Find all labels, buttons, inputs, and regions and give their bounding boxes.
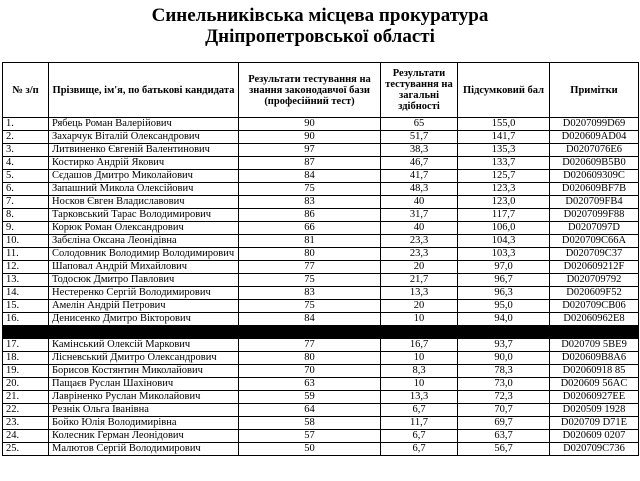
cell-total-score: 96,3 bbox=[458, 287, 550, 300]
cell-law-score: 83 bbox=[239, 196, 381, 209]
cell-note: D020609B8A6 bbox=[550, 352, 639, 365]
cell-general-score: 6,7 bbox=[381, 443, 458, 456]
cell-law-score: 59 bbox=[239, 391, 381, 404]
table-body bbox=[3, 118, 639, 456]
cell-name: Шаповал Андрій Михайлович bbox=[49, 261, 239, 274]
cell-general-score: 23,3 bbox=[381, 235, 458, 248]
cell-general-score: 16,7 bbox=[381, 339, 458, 352]
table-row bbox=[3, 378, 639, 391]
cell-total-score: 73,0 bbox=[458, 378, 550, 391]
column-header-notes: Примітки bbox=[550, 63, 639, 118]
cell-name: Борисов Костянтин Миколайович bbox=[49, 365, 239, 378]
table-row bbox=[3, 417, 639, 430]
cell-total-score: 141,7 bbox=[458, 131, 550, 144]
table-row bbox=[3, 144, 639, 157]
cell-total-score: 135,3 bbox=[458, 144, 550, 157]
column-header-name: Прізвище, ім'я, по батькові кандидата bbox=[49, 63, 239, 118]
cell-general-score: 6,7 bbox=[381, 404, 458, 417]
cell-law-score: 80 bbox=[239, 248, 381, 261]
cell-number: 10. bbox=[3, 235, 49, 248]
cell-note: D020609 0207 bbox=[550, 430, 639, 443]
cell-law-score: 83 bbox=[239, 287, 381, 300]
cell-law-score: 90 bbox=[239, 118, 381, 131]
cell-note: D020709CB06 bbox=[550, 300, 639, 313]
cell-law-score: 81 bbox=[239, 235, 381, 248]
cell-general-score: 10 bbox=[381, 378, 458, 391]
cell-general-score: 10 bbox=[381, 352, 458, 365]
cell-law-score: 97 bbox=[239, 144, 381, 157]
cell-note: D02060962E8 bbox=[550, 313, 639, 326]
table-row bbox=[3, 157, 639, 170]
cell-name: Колесник Герман Леонідович bbox=[49, 430, 239, 443]
cell-law-score: 75 bbox=[239, 183, 381, 196]
results-table bbox=[2, 62, 639, 456]
cell-general-score: 23,3 bbox=[381, 248, 458, 261]
table-row bbox=[3, 118, 639, 131]
column-header-total: Підсумковий бал bbox=[458, 63, 550, 118]
cell-number: 16. bbox=[3, 313, 49, 326]
cell-law-score: 87 bbox=[239, 157, 381, 170]
table-row bbox=[3, 300, 639, 313]
cell-general-score: 13,3 bbox=[381, 287, 458, 300]
cell-number: 3. bbox=[3, 144, 49, 157]
table-row bbox=[3, 313, 639, 326]
column-header-law-test: Результати тестування на знання законодавчої бази (професійний тест) bbox=[239, 63, 381, 118]
cell-total-score: 125,7 bbox=[458, 170, 550, 183]
cell-total-score: 93,7 bbox=[458, 339, 550, 352]
cell-total-score: 70,7 bbox=[458, 404, 550, 417]
cell-name: Малютов Сергій Володимирович bbox=[49, 443, 239, 456]
cell-general-score: 46,7 bbox=[381, 157, 458, 170]
cell-note: D020609B5B0 bbox=[550, 157, 639, 170]
cell-name: Лісневський Дмитро Олександрович bbox=[49, 352, 239, 365]
cell-note: D020609 56AC bbox=[550, 378, 639, 391]
cell-law-score: 50 bbox=[239, 443, 381, 456]
cell-general-score: 40 bbox=[381, 196, 458, 209]
table-row bbox=[3, 131, 639, 144]
cell-note: D0207097D bbox=[550, 222, 639, 235]
table-row bbox=[3, 274, 639, 287]
cell-general-score: 31,7 bbox=[381, 209, 458, 222]
table-row bbox=[3, 352, 639, 365]
cell-general-score: 8,3 bbox=[381, 365, 458, 378]
table-row bbox=[3, 209, 639, 222]
cell-name: Литвиненко Євгеній Валентинович bbox=[49, 144, 239, 157]
cell-general-score: 20 bbox=[381, 261, 458, 274]
cell-law-score: 77 bbox=[239, 261, 381, 274]
cell-number: 7. bbox=[3, 196, 49, 209]
cell-number: 12. bbox=[3, 261, 49, 274]
cell-note: D020709C736 bbox=[550, 443, 639, 456]
cell-general-score: 10 bbox=[381, 313, 458, 326]
cell-total-score: 96,7 bbox=[458, 274, 550, 287]
cell-law-score: 63 bbox=[239, 378, 381, 391]
cell-total-score: 90,0 bbox=[458, 352, 550, 365]
cell-number: 21. bbox=[3, 391, 49, 404]
cell-name: Носков Євген Владиславович bbox=[49, 196, 239, 209]
cell-law-score: 57 bbox=[239, 430, 381, 443]
cell-note: D0207099F88 bbox=[550, 209, 639, 222]
cell-law-score: 58 bbox=[239, 417, 381, 430]
table-row bbox=[3, 339, 639, 352]
cell-name: Амелін Андрій Петрович bbox=[49, 300, 239, 313]
cell-name: Тарковський Тарас Володимирович bbox=[49, 209, 239, 222]
cell-total-score: 133,7 bbox=[458, 157, 550, 170]
cell-name: Забєліна Оксана Леонідівна bbox=[49, 235, 239, 248]
cell-name: Денисенко Дмитро Вікторович bbox=[49, 313, 239, 326]
cell-general-score: 51,7 bbox=[381, 131, 458, 144]
cell-number: 1. bbox=[3, 118, 49, 131]
table-row bbox=[3, 287, 639, 300]
cell-total-score: 103,3 bbox=[458, 248, 550, 261]
cell-name: Лавріненко Руслан Миколайович bbox=[49, 391, 239, 404]
cell-name: Рябець Роман Валерійович bbox=[49, 118, 239, 131]
cell-general-score: 38,3 bbox=[381, 144, 458, 157]
cell-note: D020709 5BE9 bbox=[550, 339, 639, 352]
cell-note: D020709FB4 bbox=[550, 196, 639, 209]
cell-general-score: 41,7 bbox=[381, 170, 458, 183]
cell-law-score: 84 bbox=[239, 313, 381, 326]
cell-name: Костирко Андрій Якович bbox=[49, 157, 239, 170]
cell-law-score: 66 bbox=[239, 222, 381, 235]
cell-general-score: 13,3 bbox=[381, 391, 458, 404]
cell-law-score: 77 bbox=[239, 339, 381, 352]
cell-number: 17. bbox=[3, 339, 49, 352]
cell-note: D020609309C bbox=[550, 170, 639, 183]
table-row bbox=[3, 222, 639, 235]
cell-note: D020609AD04 bbox=[550, 131, 639, 144]
cell-total-score: 69,7 bbox=[458, 417, 550, 430]
column-header-number: № з/п bbox=[3, 63, 49, 118]
table-row bbox=[3, 391, 639, 404]
cell-name: Захарчук Віталій Олександрович bbox=[49, 131, 239, 144]
cell-number: 25. bbox=[3, 443, 49, 456]
cell-number: 19. bbox=[3, 365, 49, 378]
cell-number: 6. bbox=[3, 183, 49, 196]
cell-total-score: 94,0 bbox=[458, 313, 550, 326]
table-row bbox=[3, 248, 639, 261]
cell-number: 23. bbox=[3, 417, 49, 430]
document-title: Синельниківська місцева прокуратура bbox=[151, 5, 489, 26]
column-header-general-test: Результати тестування на загальні здібності bbox=[381, 63, 458, 118]
cell-number: 24. bbox=[3, 430, 49, 443]
cell-name: Тодосюк Дмитро Павлович bbox=[49, 274, 239, 287]
table-row bbox=[3, 196, 639, 209]
cell-note: D02060918 85 bbox=[550, 365, 639, 378]
cell-name: Корюк Роман Олександрович bbox=[49, 222, 239, 235]
separator-bar bbox=[3, 326, 639, 339]
cell-total-score: 95,0 bbox=[458, 300, 550, 313]
cell-total-score: 123,3 bbox=[458, 183, 550, 196]
cell-name: Солодовник Володимир Володимирович bbox=[49, 248, 239, 261]
cell-number: 5. bbox=[3, 170, 49, 183]
cell-number: 11. bbox=[3, 248, 49, 261]
cell-note: D02060927EE bbox=[550, 391, 639, 404]
cell-name: Резнік Ольга Іванівна bbox=[49, 404, 239, 417]
cell-total-score: 104,3 bbox=[458, 235, 550, 248]
cell-number: 20. bbox=[3, 378, 49, 391]
cell-general-score: 11,7 bbox=[381, 417, 458, 430]
cell-total-score: 63,7 bbox=[458, 430, 550, 443]
cell-note: D020609212F bbox=[550, 261, 639, 274]
cell-note: D020709792 bbox=[550, 274, 639, 287]
cell-number: 18. bbox=[3, 352, 49, 365]
cell-law-score: 70 bbox=[239, 365, 381, 378]
cell-general-score: 48,3 bbox=[381, 183, 458, 196]
cell-law-score: 84 bbox=[239, 170, 381, 183]
cell-total-score: 72,3 bbox=[458, 391, 550, 404]
cell-name: Нестеренко Сергій Володимирович bbox=[49, 287, 239, 300]
cell-number: 22. bbox=[3, 404, 49, 417]
cell-total-score: 155,0 bbox=[458, 118, 550, 131]
cell-general-score: 21,7 bbox=[381, 274, 458, 287]
cell-number: 2. bbox=[3, 131, 49, 144]
cell-law-score: 64 bbox=[239, 404, 381, 417]
cell-note: D020709C37 bbox=[550, 248, 639, 261]
cell-total-score: 78,3 bbox=[458, 365, 550, 378]
separator-cell bbox=[3, 326, 639, 339]
cell-number: 15. bbox=[3, 300, 49, 313]
cell-total-score: 97,0 bbox=[458, 261, 550, 274]
cell-total-score: 123,0 bbox=[458, 196, 550, 209]
cell-note: D020509 1928 bbox=[550, 404, 639, 417]
cell-name: Пащаєв Руслан Шахінович bbox=[49, 378, 239, 391]
cell-general-score: 6,7 bbox=[381, 430, 458, 443]
cell-number: 14. bbox=[3, 287, 49, 300]
cell-total-score: 117,7 bbox=[458, 209, 550, 222]
table-header-row bbox=[3, 63, 639, 118]
cell-note: D020609BF7B bbox=[550, 183, 639, 196]
cell-law-score: 86 bbox=[239, 209, 381, 222]
cell-law-score: 90 bbox=[239, 131, 381, 144]
cell-number: 4. bbox=[3, 157, 49, 170]
cell-law-score: 75 bbox=[239, 300, 381, 313]
cell-name: Сєдашов Дмитро Миколайович bbox=[49, 170, 239, 183]
cell-general-score: 40 bbox=[381, 222, 458, 235]
cell-general-score: 65 bbox=[381, 118, 458, 131]
cell-note: D0207099D69 bbox=[550, 118, 639, 131]
cell-number: 9. bbox=[3, 222, 49, 235]
cell-total-score: 56,7 bbox=[458, 443, 550, 456]
table-row bbox=[3, 430, 639, 443]
cell-name: Запашний Микола Олексійович bbox=[49, 183, 239, 196]
cell-note: D020709C66A bbox=[550, 235, 639, 248]
document-subtitle: Дніпропетровської області bbox=[205, 26, 435, 47]
table-row bbox=[3, 443, 639, 456]
cell-note: D020709 D71E bbox=[550, 417, 639, 430]
table-row bbox=[3, 183, 639, 196]
cell-law-score: 80 bbox=[239, 352, 381, 365]
table-row bbox=[3, 404, 639, 417]
cell-number: 8. bbox=[3, 209, 49, 222]
cell-law-score: 75 bbox=[239, 274, 381, 287]
table-row bbox=[3, 365, 639, 378]
cell-total-score: 106,0 bbox=[458, 222, 550, 235]
table-row bbox=[3, 170, 639, 183]
cell-name: Камінський Олексій Маркович bbox=[49, 339, 239, 352]
cell-name: Бойко Юлія Володимирівна bbox=[49, 417, 239, 430]
cell-note: D0207076E6 bbox=[550, 144, 639, 157]
table-row bbox=[3, 261, 639, 274]
cell-note: D020609F52 bbox=[550, 287, 639, 300]
cell-number: 13. bbox=[3, 274, 49, 287]
cell-general-score: 20 bbox=[381, 300, 458, 313]
table-row bbox=[3, 235, 639, 248]
